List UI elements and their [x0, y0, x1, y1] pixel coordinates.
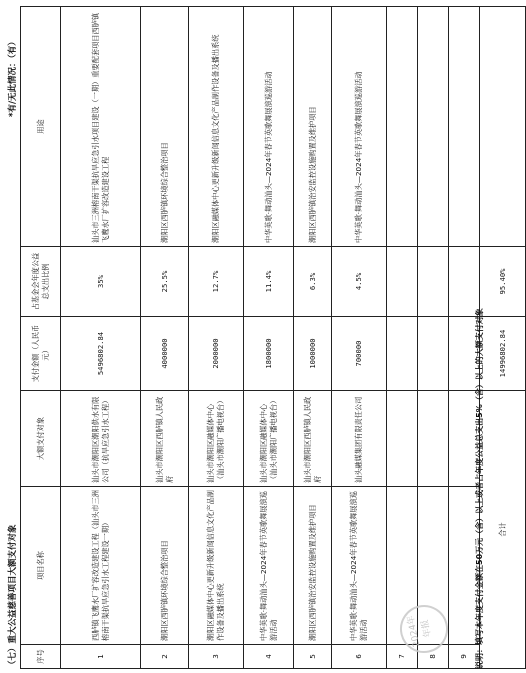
total-amount: 14996802.84 [480, 317, 526, 391]
table-row [189, 7, 244, 669]
table-row [61, 7, 141, 669]
cell-amount: 700000 [332, 317, 387, 391]
cell-purpose [449, 7, 480, 247]
cell-no: 2 [141, 645, 189, 669]
col-header-ratio: 占基金会年度公益总支出比例 [21, 247, 61, 317]
col-header-project: 项目名称 [21, 487, 61, 645]
cell-ratio [418, 247, 449, 317]
cell-no: 1 [61, 645, 141, 669]
cell-no: 8 [418, 645, 449, 669]
cell-payee: 汕头市潮阳区潮阳供水有限公司（抗旱应急引水工程） [61, 391, 141, 487]
total-label: 合计 [480, 391, 526, 669]
cell-project: 中华英歌·舞动汕头—2024年春节英歌舞展演巡游活动 [332, 487, 387, 645]
cell-ratio: 11.4% [244, 247, 294, 317]
table-row [332, 7, 387, 669]
total-ratio: 95.40% [480, 247, 526, 317]
cell-purpose [387, 7, 418, 247]
header-row [21, 7, 61, 669]
payment-table [20, 6, 526, 669]
table-row [141, 7, 189, 669]
cell-amount [387, 317, 418, 391]
cell-project: 潮阳区融媒体中心更新升级新闻信息文化产品制作设备及播出系统 [189, 487, 244, 645]
cell-amount: 1800000 [244, 317, 294, 391]
table-row [418, 7, 449, 669]
cell-no: 4 [244, 645, 294, 669]
cell-purpose: 中华英歌·舞动汕头—2024年春节英歌舞展演巡游活动 [244, 7, 294, 247]
cell-purpose: 中华英歌·舞动汕头—2024年春节英歌舞展演巡游活动 [332, 7, 387, 247]
presence-note: *有/无此情况：（有） [8, 37, 18, 117]
cell-no: 9 [449, 645, 480, 669]
total-row [480, 7, 526, 669]
table-row [244, 7, 294, 669]
cell-purpose: 汕头市三洲榕南干渠抗旱应急引水项目建设（一期）重要配套项目西胪镇飞鹰水厂扩容改造建设工程 [61, 7, 141, 247]
cell-ratio [387, 247, 418, 317]
cell-project: 潮阳区西胪镇治安监控设施购置及维护项目 [294, 487, 332, 645]
cell-no: 7 [387, 645, 418, 669]
cell-project: 西胪镇飞鹰水厂扩容改造建设工程（汕头市三洲榕南干渠抗旱应急引水工程建设一期） [61, 487, 141, 645]
table-row [387, 7, 418, 669]
cell-purpose: 潮阳区西胪镇环境综合整治项目 [141, 7, 189, 247]
cell-no: 6 [332, 645, 387, 669]
cell-ratio: 35% [61, 247, 141, 317]
cell-payee: 汕头市潮阳区西胪镇人民政府 [141, 391, 189, 487]
cell-ratio: 4.5% [332, 247, 387, 317]
col-header-payee: 大额支付对象 [21, 391, 61, 487]
col-header-purpose: 用途 [21, 7, 61, 247]
stamp-label: 年报 [420, 618, 434, 639]
cell-payee: 汕头市潮阳区西胪镇人民政府 [294, 391, 332, 487]
col-header-amount: 支付金额（人民币元） [21, 317, 61, 391]
cell-ratio: 25.5% [141, 247, 189, 317]
cell-project: 中华英歌·舞动汕头—2024年春节英歌舞展演巡游活动 [244, 487, 294, 645]
cell-ratio: 12.7% [189, 247, 244, 317]
total-empty-cell [480, 7, 526, 247]
cell-purpose: 潮阳区西胪镇治安监控设施购置及维护项目 [294, 7, 332, 247]
cell-payee [387, 391, 418, 487]
cell-purpose [418, 7, 449, 247]
cell-ratio: 6.3% [294, 247, 332, 317]
cell-ratio [449, 247, 480, 317]
cell-no: 5 [294, 645, 332, 669]
cell-payee: 汕头市潮阳区融媒体中心（汕头市潮阳广播电视台） [189, 391, 244, 487]
cell-payee: 汕头融媒集团有限责任公司 [332, 391, 387, 487]
cell-no: 3 [189, 645, 244, 669]
cell-project: 潮阳区西胪镇环境综合整治项目 [141, 487, 189, 645]
cell-payee [418, 391, 449, 487]
stamp-year: 2024年 [406, 614, 423, 648]
col-header-no: 序号 [21, 645, 61, 669]
cell-amount: 4000000 [141, 317, 189, 391]
section-title: （七）重大公益慈善项目大额支付对象 [8, 524, 18, 669]
cell-amount: 5496802.84 [61, 317, 141, 391]
cell-amount: 1000000 [294, 317, 332, 391]
cell-payee: 汕头市潮阳区融媒体中心（汕头市潮阳广播电视台） [244, 391, 294, 487]
cell-purpose: 潮阳区融媒体中心更新升级新闻信息文化产品制作设备及播出系统 [189, 7, 244, 247]
cell-amount: 2000000 [189, 317, 244, 391]
cell-amount [418, 317, 449, 391]
table-row [294, 7, 332, 669]
footer-note: 说明：填写本年度支付金额在50万元（含）以上或者占年度公益总支出5%（含）以上的大额支付对象 [475, 308, 484, 669]
